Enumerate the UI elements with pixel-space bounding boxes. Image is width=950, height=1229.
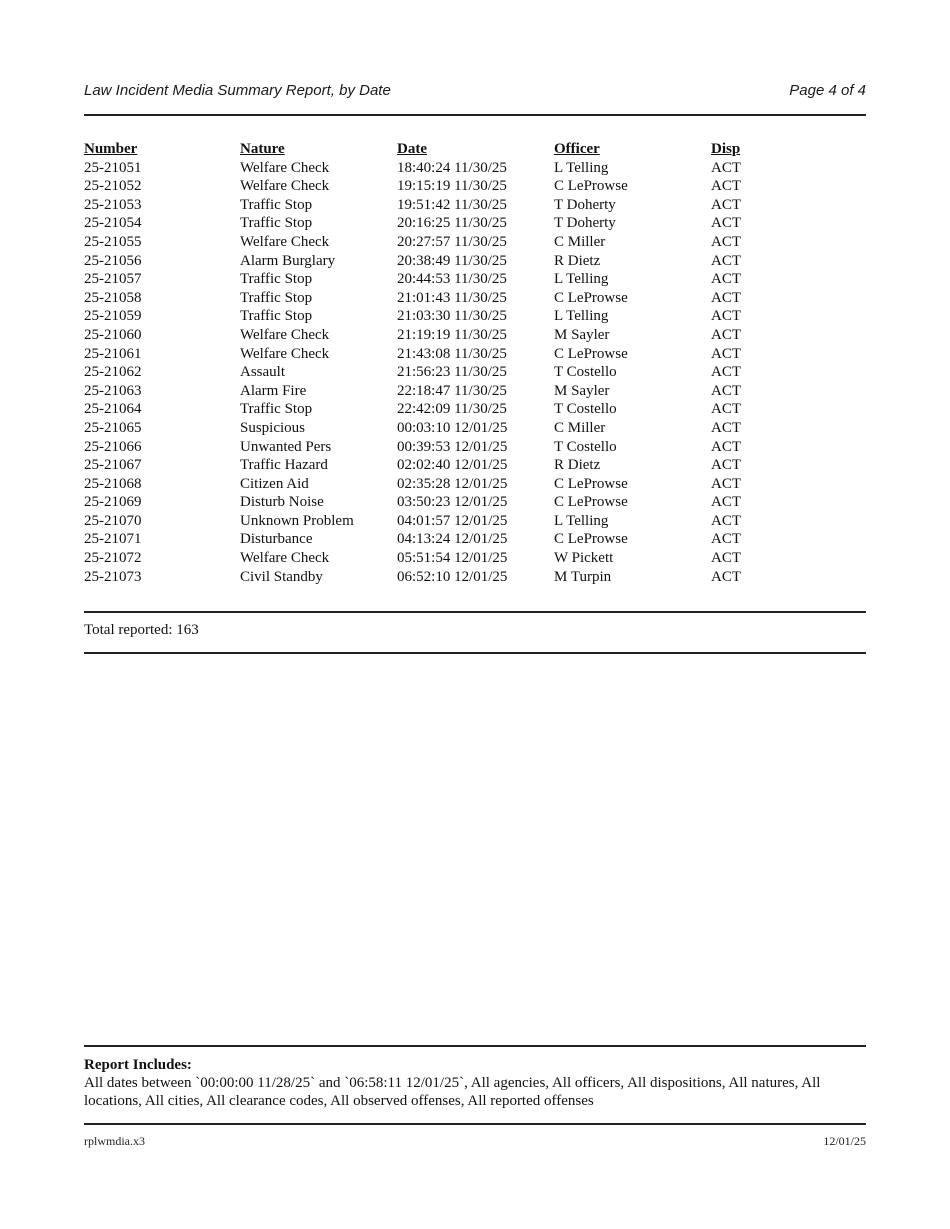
cell-date: 20:27:57 11/30/25 [397, 233, 507, 250]
cell-officer: C Miller [554, 233, 606, 250]
cell-disp: ACT [711, 215, 741, 232]
cell-number: 25-21054 [84, 215, 142, 232]
cell-nature: Unknown Problem [240, 512, 354, 529]
cell-date: 20:44:53 11/30/25 [397, 271, 507, 288]
cell-disp: ACT [711, 196, 741, 213]
cell-nature: Traffic Stop [240, 308, 313, 325]
table-row [84, 568, 771, 587]
cell-date: 04:13:24 12/01/25 [397, 531, 508, 548]
cell-date: 03:50:23 12/01/25 [397, 494, 508, 511]
cell-number: 25-21053 [84, 196, 142, 213]
table-body [84, 159, 771, 587]
column-header-disp: Disp [711, 141, 741, 157]
cell-officer: C LeProwse [554, 531, 628, 548]
cell-nature: Alarm Burglary [240, 252, 336, 269]
cell-date: 00:39:53 12/01/25 [397, 438, 508, 455]
cell-date: 20:38:49 11/30/25 [397, 252, 507, 269]
cell-disp: ACT [711, 419, 741, 436]
cell-date: 19:15:19 11/30/25 [397, 178, 507, 195]
cell-date: 21:43:08 11/30/25 [397, 345, 507, 362]
cell-nature: Welfare Check [240, 178, 330, 195]
cell-nature: Citizen Aid [240, 475, 309, 492]
cell-disp: ACT [711, 512, 741, 529]
cell-officer: C Miller [554, 419, 606, 436]
cell-disp: ACT [711, 345, 741, 362]
cell-number: 25-21051 [84, 159, 142, 176]
cell-disp: ACT [711, 382, 741, 399]
page-footer [84, 1134, 866, 1149]
page-header [84, 82, 866, 99]
cell-officer: C LeProwse [554, 345, 628, 362]
cell-number: 25-21070 [84, 512, 142, 529]
cell-nature: Suspicious [240, 419, 306, 436]
cell-date: 04:01:57 12/01/25 [397, 512, 508, 529]
report-includes [84, 1056, 866, 1110]
cell-disp: ACT [711, 326, 741, 343]
report-includes-text: All dates between `00:00:00 11/28/25` and `06:58:11 12/01/25`, All agencies, All officers, All dispositions, All natures, All locations, All cities, All clearance codes, All observed offenses, All reported offenses [84, 1075, 821, 1109]
cell-disp: ACT [711, 568, 741, 585]
cell-number: 25-21060 [84, 326, 142, 343]
cell-officer: T Costello [554, 401, 617, 418]
page-number: Page 4 of 4 [789, 82, 866, 99]
cell-disp: ACT [711, 531, 741, 548]
cell-officer: M Sayler [554, 326, 610, 343]
cell-nature: Welfare Check [240, 345, 330, 362]
table-row [84, 475, 771, 494]
cell-date: 05:51:54 12/01/25 [397, 550, 508, 567]
cell-disp: ACT [711, 475, 741, 492]
total-divider-top [84, 611, 866, 613]
cell-date: 20:16:25 11/30/25 [397, 215, 507, 232]
table-row [84, 493, 771, 512]
cell-nature: Traffic Hazard [240, 457, 328, 474]
cell-nature: Disturb Noise [240, 494, 324, 511]
cell-disp: ACT [711, 494, 741, 511]
cell-officer: T Costello [554, 364, 617, 381]
cell-number: 25-21063 [84, 382, 142, 399]
cell-nature: Welfare Check [240, 550, 330, 567]
cell-disp: ACT [711, 457, 741, 474]
cell-nature: Traffic Stop [240, 196, 313, 213]
cell-number: 25-21064 [84, 401, 142, 418]
cell-number: 25-21059 [84, 308, 142, 325]
cell-disp: ACT [711, 159, 741, 176]
cell-disp: ACT [711, 289, 741, 306]
cell-nature: Alarm Fire [240, 382, 307, 399]
cell-officer: M Turpin [554, 568, 612, 585]
cell-officer: M Sayler [554, 382, 610, 399]
cell-number: 25-21068 [84, 475, 142, 492]
cell-date: 21:19:19 11/30/25 [397, 326, 507, 343]
cell-officer: L Telling [554, 512, 609, 529]
cell-disp: ACT [711, 271, 741, 288]
cell-disp: ACT [711, 401, 741, 418]
cell-date: 02:02:40 12/01/25 [397, 457, 508, 474]
cell-number: 25-21071 [84, 531, 142, 548]
cell-officer: R Dietz [554, 457, 601, 474]
table-row [84, 419, 771, 438]
includes-divider-bottom [84, 1123, 866, 1125]
cell-date: 02:35:28 12/01/25 [397, 475, 508, 492]
cell-date: 21:01:43 11/30/25 [397, 289, 507, 306]
cell-date: 21:56:23 11/30/25 [397, 364, 507, 381]
cell-number: 25-21073 [84, 568, 142, 585]
table-row [84, 456, 771, 475]
cell-number: 25-21052 [84, 178, 142, 195]
cell-disp: ACT [711, 233, 741, 250]
cell-disp: ACT [711, 364, 741, 381]
cell-nature: Traffic Stop [240, 401, 313, 418]
cell-number: 25-21065 [84, 419, 142, 436]
cell-number: 25-21072 [84, 550, 142, 567]
cell-number: 25-21066 [84, 438, 142, 455]
cell-number: 25-21062 [84, 364, 142, 381]
table-row [84, 252, 771, 271]
column-header-nature: Nature [240, 141, 285, 157]
column-header-date: Date [397, 141, 427, 157]
footer-date: 12/01/25 [823, 1134, 866, 1148]
cell-officer: T Doherty [554, 196, 616, 213]
incident-table [84, 140, 771, 586]
cell-nature: Disturbance [240, 531, 313, 548]
cell-officer: C LeProwse [554, 289, 628, 306]
table-row [84, 363, 771, 382]
table-row [84, 530, 771, 549]
cell-disp: ACT [711, 178, 741, 195]
table-row [84, 326, 771, 345]
table-row [84, 382, 771, 401]
table-row [84, 307, 771, 326]
total-reported: Total reported: 163 [84, 622, 199, 638]
cell-nature: Welfare Check [240, 326, 330, 343]
table-row [84, 233, 771, 252]
cell-date: 21:03:30 11/30/25 [397, 308, 507, 325]
cell-disp: ACT [711, 438, 741, 455]
cell-date: 22:18:47 11/30/25 [397, 382, 507, 399]
cell-officer: W Pickett [554, 550, 614, 567]
table-row [84, 270, 771, 289]
cell-number: 25-21057 [84, 271, 142, 288]
table-row [84, 214, 771, 233]
header-divider [84, 114, 866, 116]
cell-number: 25-21067 [84, 457, 142, 474]
cell-officer: L Telling [554, 159, 609, 176]
cell-nature: Civil Standby [240, 568, 323, 585]
cell-disp: ACT [711, 252, 741, 269]
cell-number: 25-21061 [84, 345, 142, 362]
cell-officer: L Telling [554, 271, 609, 288]
table-row [84, 438, 771, 457]
cell-date: 22:42:09 11/30/25 [397, 401, 507, 418]
cell-date: 19:51:42 11/30/25 [397, 196, 507, 213]
cell-officer: C LeProwse [554, 178, 628, 195]
cell-date: 06:52:10 12/01/25 [397, 568, 508, 585]
table-row [84, 159, 771, 178]
includes-divider-top [84, 1045, 866, 1047]
column-header-number: Number [84, 141, 138, 157]
table-row [84, 345, 771, 364]
program-name: rplwmdia.x3 [84, 1134, 145, 1148]
cell-number: 25-21055 [84, 233, 142, 250]
cell-officer: C LeProwse [554, 494, 628, 511]
report-includes-title: Report Includes: [84, 1057, 192, 1073]
table-row [84, 289, 771, 308]
table-row [84, 196, 771, 215]
cell-nature: Welfare Check [240, 159, 330, 176]
table-header-row [84, 140, 771, 159]
cell-date: 00:03:10 12/01/25 [397, 419, 508, 436]
cell-nature: Assault [240, 364, 285, 381]
cell-officer: L Telling [554, 308, 609, 325]
cell-nature: Traffic Stop [240, 289, 313, 306]
table-row [84, 400, 771, 419]
cell-nature: Traffic Stop [240, 215, 313, 232]
table-row [84, 512, 771, 531]
cell-nature: Welfare Check [240, 233, 330, 250]
cell-nature: Traffic Stop [240, 271, 313, 288]
table-row [84, 549, 771, 568]
cell-number: 25-21069 [84, 494, 142, 511]
cell-officer: R Dietz [554, 252, 601, 269]
cell-disp: ACT [711, 308, 741, 325]
column-header-officer: Officer [554, 141, 600, 157]
report-title: Law Incident Media Summary Report, by Date [84, 82, 391, 99]
cell-disp: ACT [711, 550, 741, 567]
cell-nature: Unwanted Pers [240, 438, 332, 455]
cell-officer: T Costello [554, 438, 617, 455]
cell-date: 18:40:24 11/30/25 [397, 159, 507, 176]
table-row [84, 177, 771, 196]
cell-number: 25-21056 [84, 252, 142, 269]
cell-officer: T Doherty [554, 215, 616, 232]
cell-number: 25-21058 [84, 289, 142, 306]
cell-officer: C LeProwse [554, 475, 628, 492]
total-divider-bottom [84, 652, 866, 654]
